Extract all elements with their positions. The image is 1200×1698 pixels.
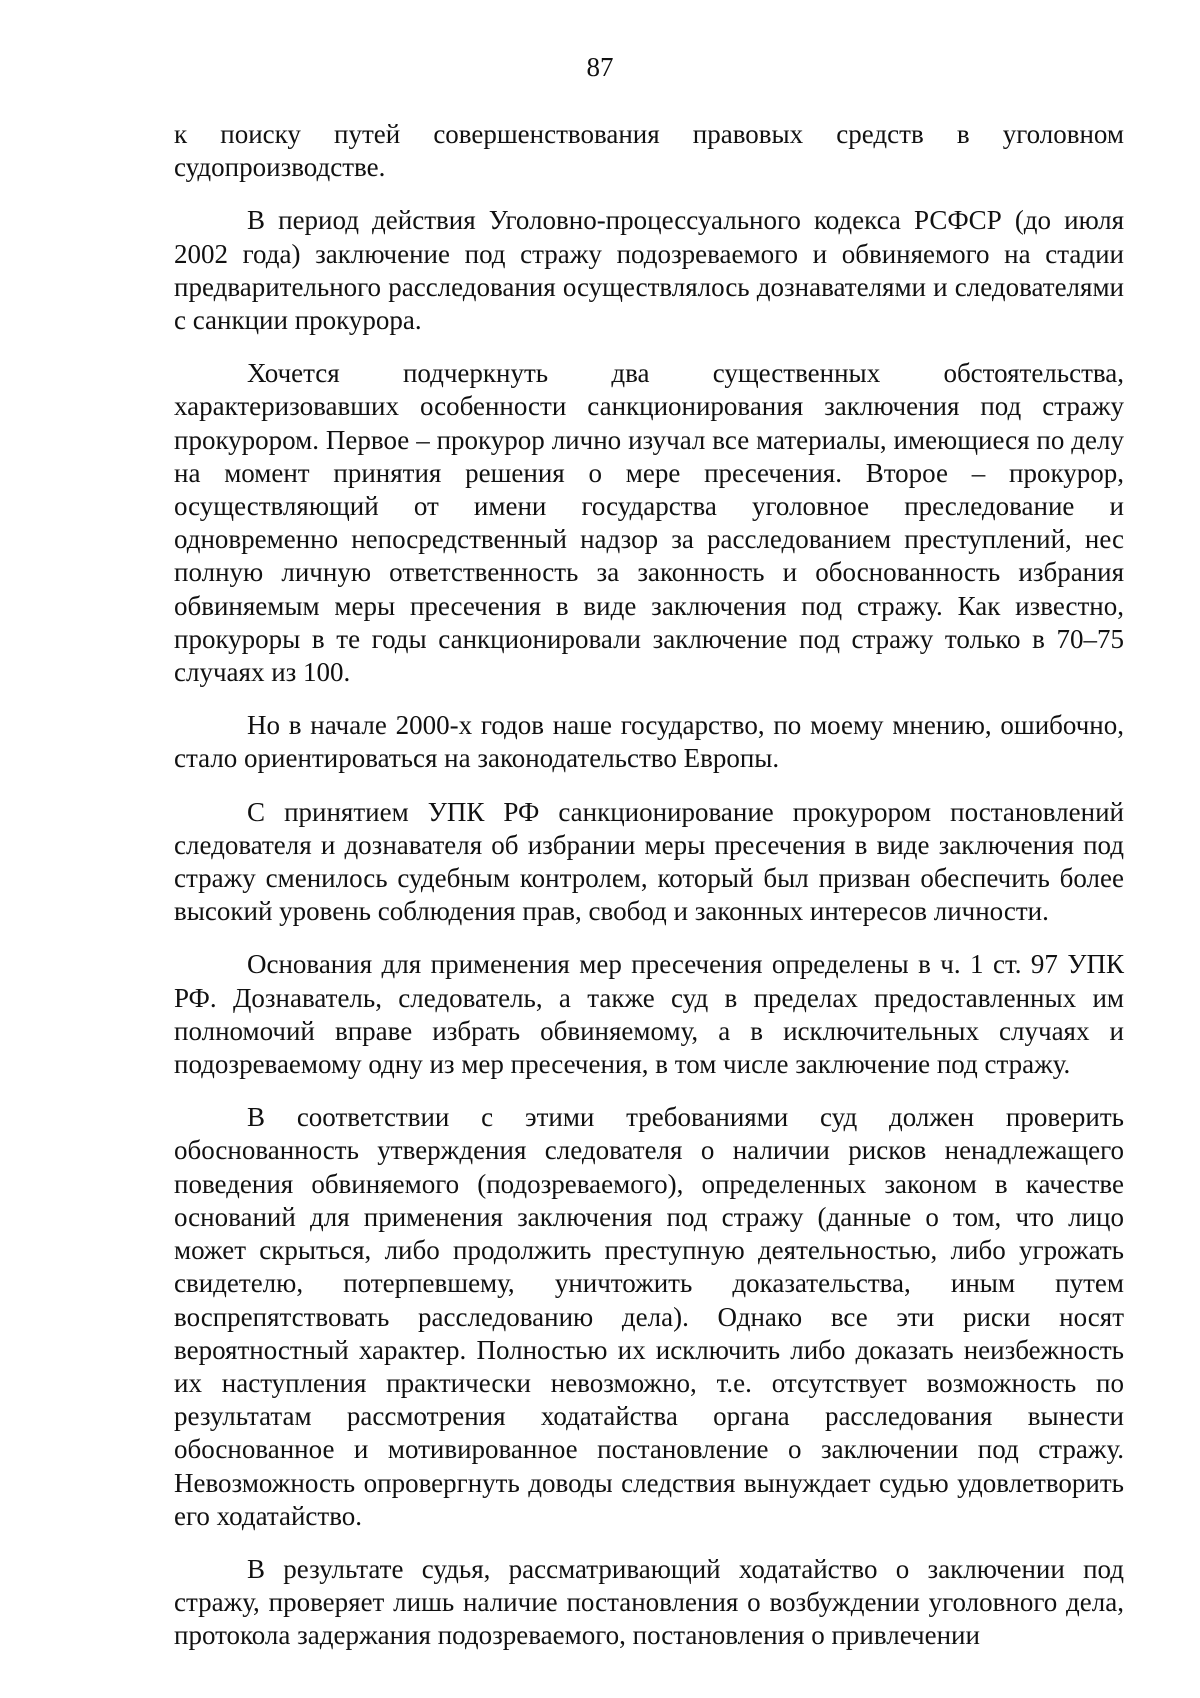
paragraph-prosecutor-sanction: Хочется подчеркнуть два существенных обстоятельства, характеризовавших особенности санкционирования заключения под стражу прокурором. Первое – прокурор лично изучал все материалы, имеющиеся по делу на момент принятия решения о мере пресечения. Второе – прокурор, осуществляющий от имени государства уголовное преследование и одновременно непосредственный надзор за расследованием преступлений, нес полную личную ответственность за законность и обоснованность избрания обвиняемым меры пресечения в виде заключения под стражу. Как известно, прокуроры в те годы санкционировали заключение под стражу только в 70–75 случаях из 100. bbox=[174, 358, 1124, 688]
paragraph-court-review: В соответствии с этими требованиями суд должен проверить обоснованность утверждения следователя о наличии рисков ненадлежащего поведения обвиняемого (подозреваемого), определенных законом в качестве оснований для применения заключения под стражу (данные о том, что лицо может скрыться, либо продолжить преступную деятельностью, либо угрожать свидетелю, потерпевшему, уничтожить доказательства, иным путем воспрепятствовать расследованию дела). Однако все эти риски носят вероятностный характер. Полностью их исключить либо доказать неизбежность их наступления практически невозможно, т.е. отсутствует возможность по результатам рассмотрения ходатайства органа расследования вынести обоснованное и мотивированное постановление о заключении под стражу. Невозможность опровергнуть доводы следствия вынуждает судью удовлетворить его ходатайство. bbox=[174, 1102, 1124, 1531]
paragraph-grounds: Основания для применения мер пресечения определены в ч. 1 ст. 97 УПК РФ. Дознаватель, следователь, а также суд в пределах предоставленных им полномочий вправе избрать обвиняемому, а в исключительных случаях и подозреваемому одну из мер пресечения, в том числе заключение под стражу. bbox=[174, 949, 1124, 1080]
paragraph-judge-check: В результате судья, рассматривающий ходатайство о заключении под стражу, проверяет лишь наличие постановления о возбуждении уголовного дела, протокола задержания подозреваемого, постановления о привлечении bbox=[174, 1553, 1124, 1651]
paragraph-europe-orientation: Но в начале 2000-х годов наше государство, по моему мнению, ошибочно, стало ориентироваться на законодательство Европы. bbox=[174, 710, 1124, 774]
paragraph-upk-adoption: С принятием УПК РФ санкционирование прокурором постановлений следователя и дознавателя об избрании меры пресечения в виде заключения под стражу сменилось судебным контролем, который был призван обеспечить более высокий уровень соблюдения прав, свобод и законных интересов личности. bbox=[174, 796, 1124, 927]
page-number: 87 bbox=[586, 52, 614, 82]
body-text bbox=[174, 118, 1124, 1673]
paragraph-continued: к поиску путей совершенствования правовых средств в уголовном судопроизводстве. bbox=[174, 119, 1124, 183]
paragraph-rsfsr-code: В период действия Уголовно-процессуального кодекса РСФСР (до июля 2002 года) заключение под стражу подозреваемого и обвиняемого на стадии предварительного расследования осуществлялось дознавателями и следователями с санкции прокурора. bbox=[174, 205, 1124, 336]
